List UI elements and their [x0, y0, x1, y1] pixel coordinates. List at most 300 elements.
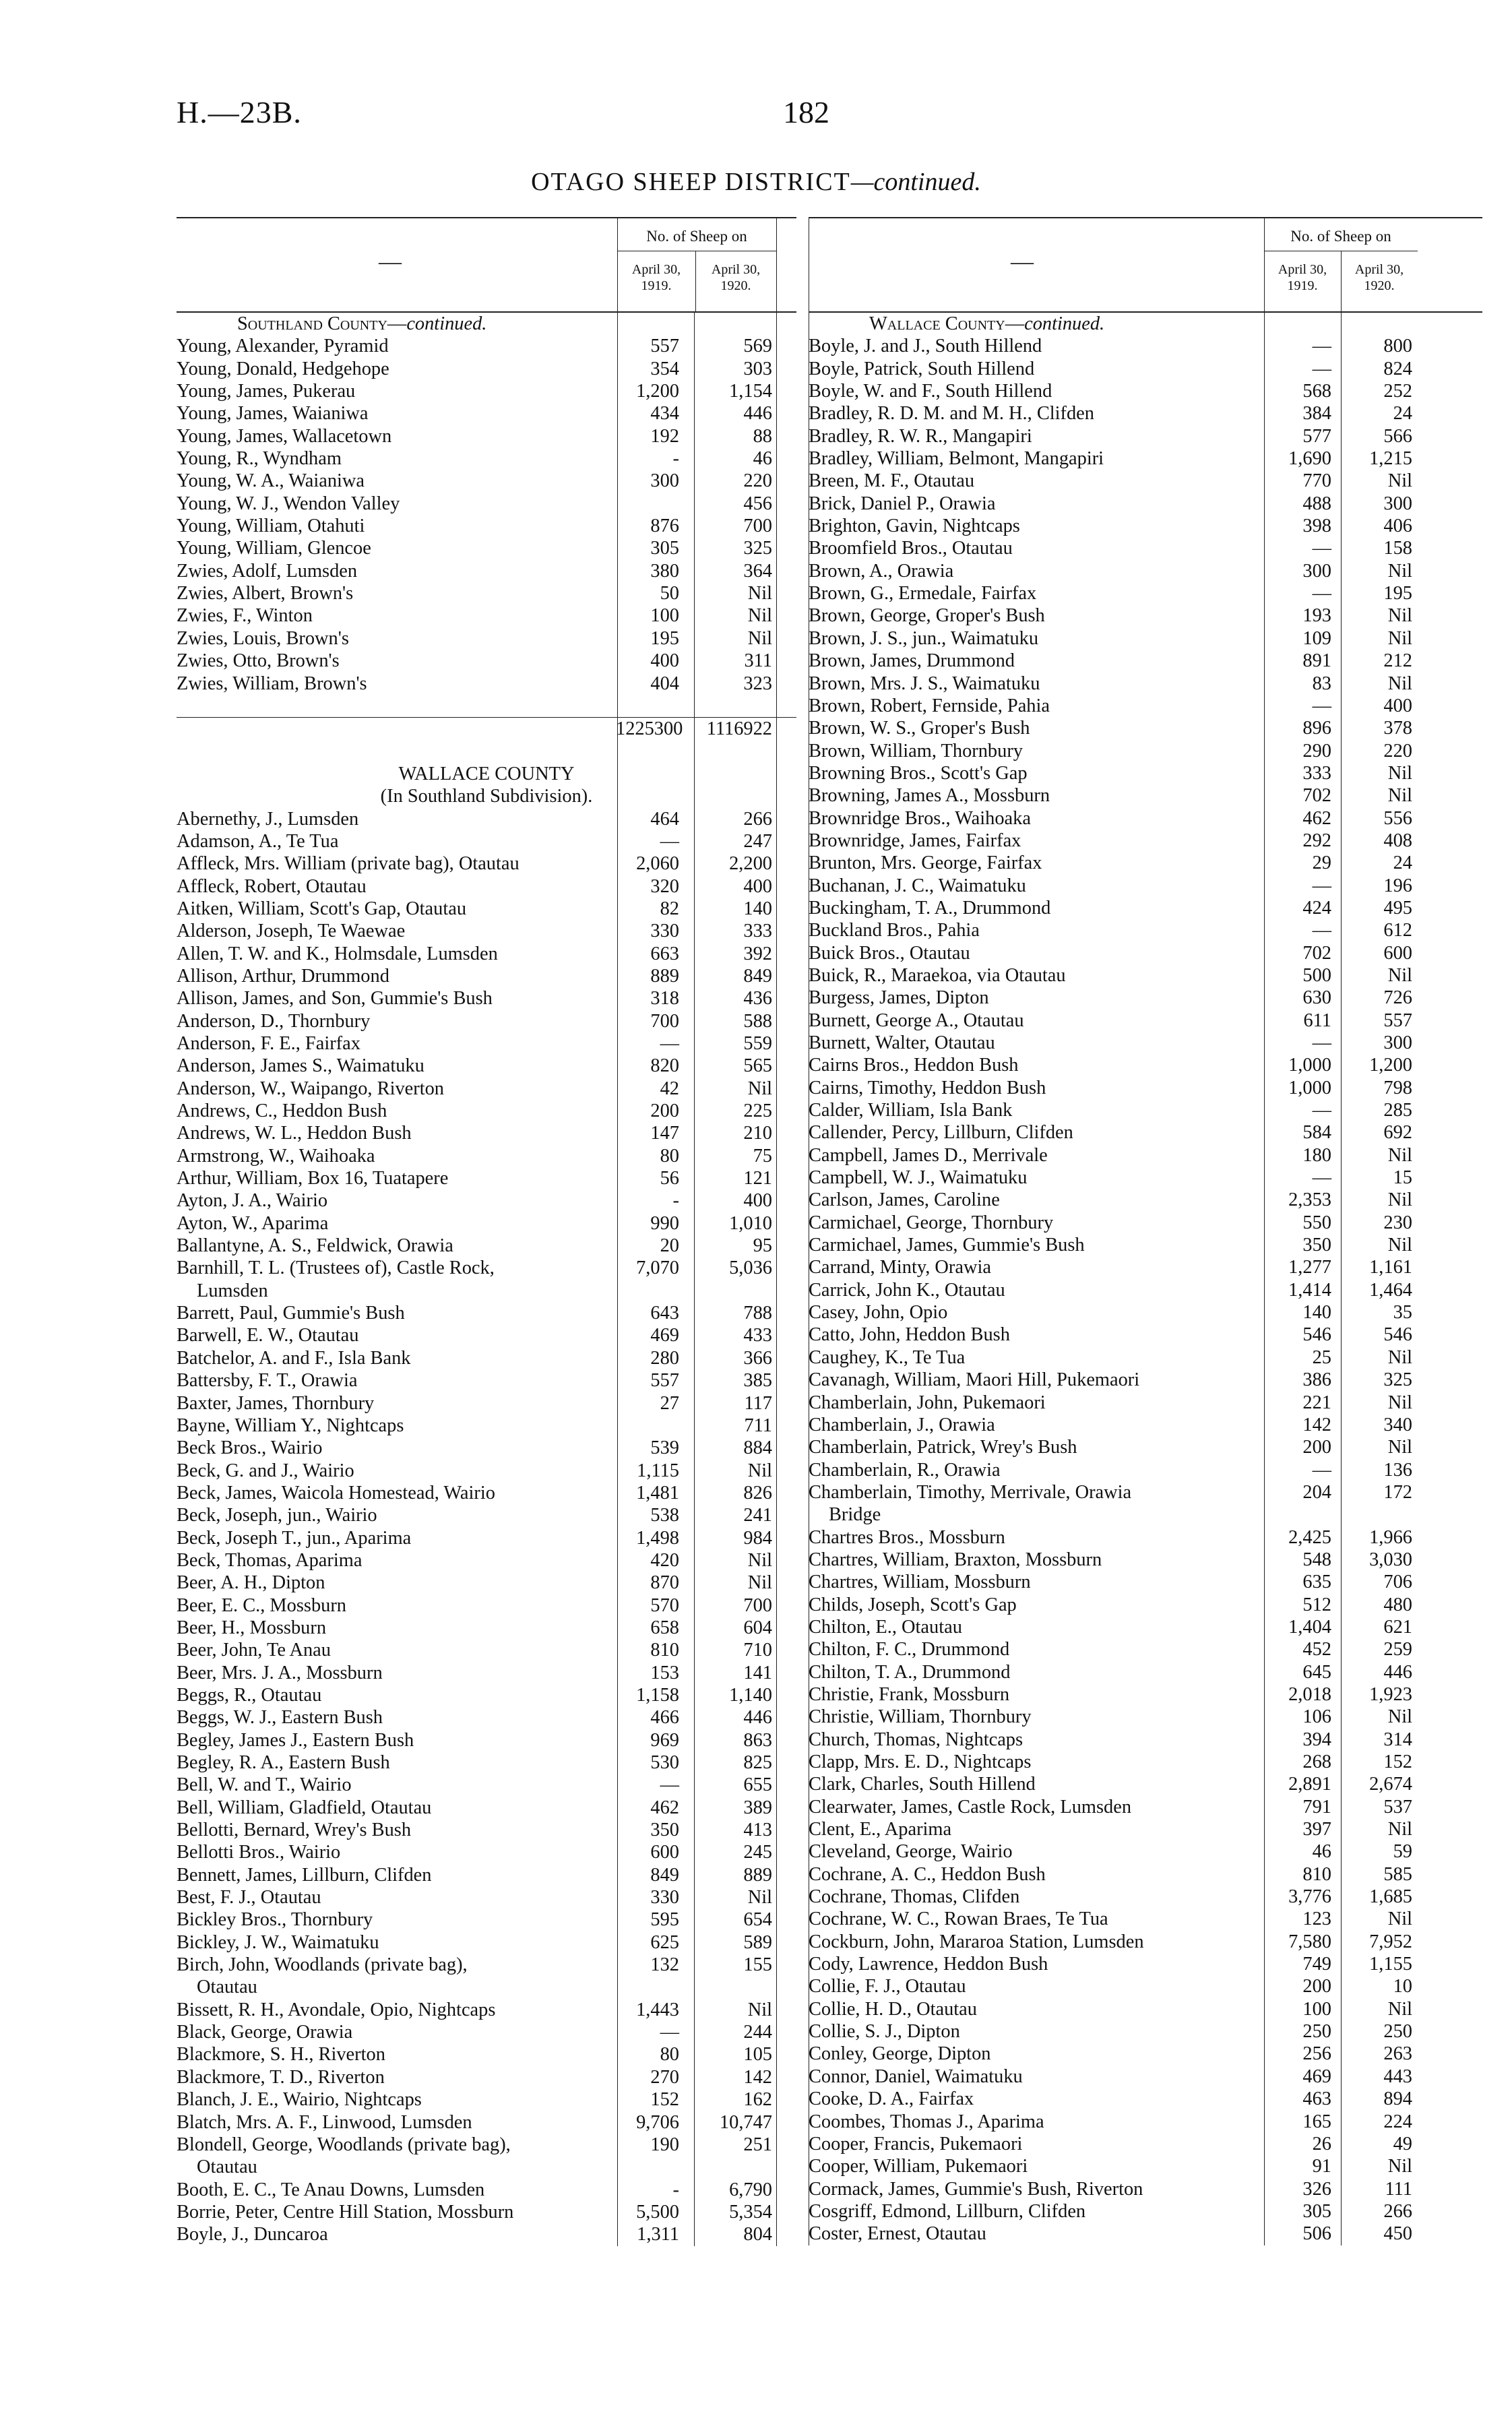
table-row	[809, 1436, 1482, 1458]
sheep-1919: 42	[660, 1078, 679, 1099]
entry-name: Burgess, James, Dipton	[809, 987, 989, 1009]
left-column-table	[177, 217, 796, 2246]
entry-name: Battersby, F. T., Orawia	[177, 1370, 358, 1392]
entry-name: Christie, Frank, Mossburn	[809, 1683, 1010, 1705]
table-row	[177, 2179, 796, 2201]
table-row	[809, 2223, 1482, 2245]
table-row	[809, 447, 1482, 470]
entry-name: Beck Bros., Wairio	[177, 1437, 323, 1459]
table-row	[809, 695, 1482, 717]
entry-name: Conley, George, Dipton	[809, 2043, 991, 2065]
sheep-1919: 1,414	[1288, 1279, 1331, 1301]
entry-name: Callender, Percy, Lillburn, Clifden	[809, 1122, 1073, 1144]
table-row	[177, 1864, 796, 1886]
table-row	[177, 380, 796, 402]
table-row-total	[177, 717, 796, 740]
table-row	[809, 358, 1482, 380]
sheep-1920: 250	[1383, 2021, 1412, 2043]
table-row	[809, 1840, 1482, 1863]
sheep-1920: 220	[1383, 740, 1412, 762]
table-row	[177, 2088, 796, 2111]
sheep-1919: 132	[650, 1954, 679, 1976]
table-row	[809, 919, 1482, 941]
table-row	[809, 1077, 1482, 1099]
table-row	[809, 2111, 1482, 2133]
entry-name: Barnhill, T. L. (Trustees of), Castle Rock,	[177, 1258, 495, 1279]
sheep-1920: 700	[743, 516, 772, 537]
table-row	[809, 2155, 1482, 2177]
sheep-1919: 1,158	[636, 1684, 679, 1706]
entry-name: Bennett, James, Lillburn, Clifden	[177, 1864, 432, 1886]
sheep-1920: 788	[743, 1303, 772, 1324]
entry-name: Campbell, W. J., Waimatuku	[809, 1167, 1028, 1189]
sheep-1920: 311	[744, 650, 772, 672]
table-row	[177, 2043, 796, 2066]
table-row	[177, 1706, 796, 1729]
sheep-1919: 26	[1312, 2133, 1331, 2154]
table-row	[177, 1415, 796, 1437]
left-table-body	[177, 313, 796, 2246]
sheep-1919: 2,018	[1288, 1683, 1331, 1705]
sheep-1920: 798	[1383, 1077, 1412, 1098]
sheep-1919: 2,353	[1288, 1189, 1331, 1211]
table-row	[809, 717, 1482, 739]
entry-name: Beck, James, Waicola Homestead, Wairio	[177, 1482, 495, 1503]
sheep-1920: Nil	[1387, 1346, 1412, 1368]
table-row	[809, 964, 1482, 987]
entry-name: Booth, E. C., Te Anau Downs, Lumsden	[177, 2179, 485, 2200]
entry-name: Brown, Mrs. J. S., Waimatuku	[809, 673, 1040, 694]
sheep-1919: 300	[1302, 560, 1331, 582]
entry-name: Allison, James, and Son, Gummie's Bush	[177, 988, 493, 1010]
sheep-1919: 990	[650, 1212, 679, 1234]
table-row	[177, 2066, 796, 2088]
table-row	[809, 1773, 1482, 1795]
table-row	[177, 1549, 796, 1572]
table-row	[177, 1369, 796, 1392]
table-row	[177, 830, 796, 852]
entry-name: Brown, G., Ermedale, Fairfax	[809, 583, 1037, 604]
table-row	[177, 965, 796, 987]
entry-name: Chilton, E., Otautau	[809, 1616, 962, 1638]
sheep-1920: 1,140	[729, 1684, 772, 1706]
sheep-1919: 791	[1302, 1796, 1331, 1818]
table-row	[809, 1346, 1482, 1369]
sheep-1920: 863	[743, 1729, 772, 1751]
sheep-1919: 50	[660, 583, 679, 604]
sheep-1920: 24	[1393, 852, 1412, 874]
sheep-1920: Nil	[1387, 1819, 1412, 1840]
table-row	[177, 2134, 796, 2156]
sheep-1920: 600	[1383, 942, 1412, 964]
entry-name: Ayton, W., Aparima	[177, 1212, 329, 1234]
entry-name: Beggs, W. J., Eastern Bush	[177, 1707, 383, 1729]
sheep-1919: 350	[1302, 1235, 1331, 1256]
table-header	[177, 217, 796, 313]
table-row	[809, 582, 1482, 604]
sheep-1919: —	[660, 2022, 679, 2043]
sheep-1919: 469	[650, 1325, 679, 1346]
table-row	[809, 1571, 1482, 1593]
table-row	[177, 1684, 796, 1706]
table-row	[177, 808, 796, 830]
page-number: 182	[783, 95, 829, 129]
table-row	[809, 1144, 1482, 1167]
entry-name: Collie, H. D., Otautau	[809, 1998, 977, 2020]
county-heading: WALLACE COUNTY	[398, 763, 575, 784]
entry-name: Anderson, W., Waipango, Riverton	[177, 1078, 444, 1099]
sheep-1919: 140	[1302, 1302, 1331, 1324]
table-row	[177, 2111, 796, 2134]
table-row	[809, 875, 1482, 897]
sheep-1920: 825	[743, 1752, 772, 1773]
sheep-1919: 200	[1302, 1437, 1331, 1458]
table-row	[809, 1234, 1482, 1256]
table-row-cont	[177, 2156, 796, 2178]
entry-name: Black, George, Orawia	[177, 2022, 353, 2043]
entry-name: Bayne, William Y., Nightcaps	[177, 1415, 404, 1436]
sheep-1919: 539	[650, 1437, 679, 1459]
sheep-1919: 663	[650, 943, 679, 964]
entry-name: Beer, H., Mossburn	[177, 1617, 327, 1638]
sheep-1920: 245	[743, 1842, 772, 1863]
sheep-1920: 49	[1393, 2133, 1412, 2154]
table-row	[177, 1954, 796, 1976]
entry-name: Chamberlain, R., Orawia	[809, 1459, 1001, 1481]
sheep-1920: 300	[1383, 1032, 1412, 1053]
table-row	[809, 1392, 1482, 1414]
table-row	[809, 1414, 1482, 1436]
sheep-1920: 984	[743, 1527, 772, 1549]
entry-name: Bissett, R. H., Avondale, Opio, Nightcaps	[177, 1999, 496, 2020]
entry-name: Brownridge Bros., Waihoaka	[809, 807, 1031, 829]
sheep-1920: 196	[1383, 875, 1412, 896]
sheep-1919: 462	[1302, 807, 1331, 829]
sheep-1920: 15	[1393, 1167, 1412, 1189]
sheep-1920: 24	[1393, 403, 1412, 425]
entry-name: Adamson, A., Te Tua	[177, 830, 339, 852]
sheep-1920: 136	[1383, 1459, 1412, 1481]
sheep-1920: 364	[743, 560, 772, 582]
sheep-1919: 512	[1302, 1594, 1331, 1615]
table-row	[177, 1189, 796, 1212]
sheep-1919: 700	[650, 1010, 679, 1032]
sheep-1920: 433	[743, 1325, 772, 1346]
entry-name: Zwies, F., Winton	[177, 605, 313, 627]
sheep-1920: 46	[753, 448, 772, 470]
entry-name: Young, Alexander, Pyramid	[177, 336, 389, 357]
sheep-1920: 400	[1383, 695, 1412, 716]
sheep-1919: —	[660, 1774, 679, 1796]
sheep-1919: —	[1312, 538, 1331, 559]
table-row	[177, 1504, 796, 1526]
entry-name: Boyle, J., Duncaroa	[177, 2224, 328, 2245]
entry-name: Brown, A., Orawia	[809, 560, 954, 582]
sheep-1920: 537	[1383, 1796, 1412, 1818]
entry-name: Bell, W. and T., Wairio	[177, 1774, 352, 1796]
sheep-1920: 300	[1383, 493, 1412, 514]
sheep-1919: 20	[660, 1235, 679, 1257]
entry-name: Beck, Joseph, jun., Wairio	[177, 1505, 377, 1526]
table-row-heading	[177, 763, 796, 785]
sheep-1920: 884	[743, 1437, 772, 1459]
entry-name: Cooper, Francis, Pukemaori	[809, 2133, 1023, 2154]
sheep-1920: 450	[1383, 2223, 1412, 2245]
sheep-1920: 5,036	[729, 1258, 772, 1279]
table-row	[177, 1257, 796, 1279]
table-row	[809, 807, 1482, 830]
sheep-1919: 193	[1302, 605, 1331, 627]
entry-name: Chartres Bros., Mossburn	[809, 1526, 1005, 1548]
entry-name: Aitken, William, Scott's Gap, Otautau	[177, 898, 467, 919]
sheep-1920: Nil	[747, 1887, 772, 1909]
entry-name: Broomfield Bros., Otautau	[809, 538, 1013, 559]
sheep-1920: 556	[1383, 807, 1412, 829]
sheep-1920: Nil	[747, 1460, 772, 1481]
sheep-1919: 221	[1302, 1392, 1331, 1413]
sheep-1920: 569	[743, 336, 772, 357]
sheep-1919: 625	[650, 1931, 679, 1953]
sheep-1920: 589	[743, 1931, 772, 1953]
sheep-1920: 155	[743, 1954, 772, 1976]
table-row	[177, 1302, 796, 1324]
table-row	[177, 335, 796, 357]
entry-name: Buckingham, T. A., Drummond	[809, 897, 1051, 919]
sheep-1919: 550	[1302, 1212, 1331, 1233]
sheep-1920: Nil	[1387, 1189, 1412, 1211]
entry-name: Affleck, Mrs. William (private bag), Otautau	[177, 853, 519, 875]
sheep-1920: Nil	[1387, 1392, 1412, 1413]
table-row	[809, 1863, 1482, 1886]
sheep-1920: Nil	[1387, 1706, 1412, 1728]
sheep-1919: —	[1312, 1032, 1331, 1053]
sheep-1919: 452	[1302, 1639, 1331, 1661]
table-row	[177, 1010, 796, 1032]
entry-name: Clark, Charles, South Hillend	[809, 1774, 1036, 1795]
sheep-1919: 702	[1302, 942, 1331, 964]
sheep-1919: 250	[1302, 2021, 1331, 2043]
sheep-1919: -	[672, 1190, 679, 1212]
sheep-1919: 500	[1302, 964, 1331, 986]
entry-name: Bellotti Bros., Wairio	[177, 1842, 341, 1863]
sheep-1920: 1,161	[1369, 1257, 1412, 1278]
section-heading-label: Wallace County—	[869, 313, 1025, 334]
entry-name: Clapp, Mrs. E. D., Nightcaps	[809, 1751, 1032, 1772]
sheep-1920: 1,215	[1369, 448, 1412, 470]
entry-name: Blackmore, S. H., Riverton	[177, 2044, 385, 2066]
entry-name: Beer, John, Te Anau	[177, 1640, 331, 1661]
sheep-1919: 3,776	[1288, 1886, 1331, 1908]
sheep-1920: 172	[1383, 1481, 1412, 1503]
sheep-1919: 305	[1302, 2200, 1331, 2222]
section-heading-label: Southland County—	[237, 313, 407, 334]
sheep-1920: 443	[1383, 2066, 1412, 2087]
sheep-1919: 380	[650, 560, 679, 582]
sheep-1920: 105	[743, 2044, 772, 2066]
sheep-1920: 195	[1383, 583, 1412, 604]
sheep-1920: 224	[1383, 2111, 1412, 2132]
sheep-1919: —	[1312, 1167, 1331, 1189]
sheep-1920: 325	[1383, 1369, 1412, 1391]
sheep-1919: 749	[1302, 1954, 1331, 1975]
sheep-1919: 320	[650, 875, 679, 897]
sheep-1920: 546	[1383, 1324, 1412, 1346]
sheep-1919: 204	[1302, 1481, 1331, 1503]
entry-name: Carrand, Minty, Orawia	[809, 1257, 991, 1278]
table-row	[177, 1167, 796, 1189]
table-row	[809, 515, 1482, 537]
table-row	[177, 2021, 796, 2043]
sheep-1919: -	[672, 448, 679, 470]
entry-name: Brown, James, Drummond	[809, 650, 1015, 672]
section-heading-continued: continued.	[1024, 313, 1105, 334]
sheep-1920: 711	[744, 1415, 772, 1436]
sheep-1920: 1,154	[729, 381, 772, 402]
table-row	[809, 1301, 1482, 1324]
sheep-1920: 142	[743, 2066, 772, 2088]
sheep-1920: 10,747	[719, 2111, 772, 2133]
table-row	[177, 852, 796, 875]
entry-name-continued: Otautau	[197, 2157, 257, 2178]
table-row	[177, 987, 796, 1010]
sheep-1920: Nil	[1387, 785, 1412, 807]
sheep-1919: 810	[1302, 1863, 1331, 1885]
table-row	[177, 1662, 796, 1684]
sheep-1920: Nil	[747, 1572, 772, 1594]
entry-name: Young, William, Otahuti	[177, 516, 365, 537]
sheep-1919: 1,481	[636, 1482, 679, 1503]
sheep-1919: 568	[1302, 381, 1331, 402]
sheep-1920: 75	[753, 1145, 772, 1167]
entry-name: Andrews, C., Heddon Bush	[177, 1100, 387, 1122]
entry-name: Brunton, Mrs. George, Fairfax	[809, 852, 1042, 874]
sheep-1920: 59	[1393, 1841, 1412, 1863]
sheep-1919: 27	[660, 1392, 679, 1414]
sheep-1920: 285	[1383, 1100, 1412, 1121]
sheep-1919: 434	[650, 403, 679, 425]
sheep-1920: 436	[743, 988, 772, 1010]
sheep-1920: Nil	[1387, 964, 1412, 986]
entry-name: Coombes, Thomas J., Aparima	[809, 2111, 1044, 2132]
sheep-1919: 330	[650, 1887, 679, 1909]
entry-name: Chamberlain, J., Orawia	[809, 1414, 995, 1435]
entry-name: Young, James, Wallacetown	[177, 425, 392, 447]
entry-name: Brown, W. S., Groper's Bush	[809, 718, 1030, 739]
sheep-1919: 1,690	[1288, 448, 1331, 470]
sheep-1919: 195	[650, 627, 679, 649]
entry-name: Beck, G. and J., Wairio	[177, 1460, 354, 1481]
sheep-1920: 366	[743, 1347, 772, 1369]
table-row	[809, 560, 1482, 582]
entry-name: Young, Donald, Hedgehope	[177, 358, 389, 379]
sheep-1919: 1,443	[636, 1999, 679, 2020]
sheep-1919: —	[1312, 583, 1331, 604]
table-row-cont	[177, 1976, 796, 1998]
entry-name: Bickley, J. W., Waimatuku	[177, 1931, 379, 1953]
entry-name: Allison, Arthur, Drummond	[177, 965, 389, 987]
header-dash: —	[379, 249, 402, 274]
entry-name: Clearwater, James, Castle Rock, Lumsden	[809, 1796, 1132, 1818]
table-row	[809, 2088, 1482, 2110]
sheep-1920: 35	[1393, 1302, 1412, 1324]
table-row	[809, 1594, 1482, 1616]
sheep-1919: 192	[650, 425, 679, 447]
entry-name: Begley, R. A., Eastern Bush	[177, 1752, 390, 1773]
sheep-1919: 1,200	[636, 381, 679, 402]
entry-name: Affleck, Robert, Otautau	[177, 875, 367, 897]
entry-name: Burnett, Walter, Otautau	[809, 1032, 995, 1053]
table-row	[177, 470, 796, 492]
sheep-1920: Nil	[747, 1078, 772, 1099]
sheep-1920: 700	[743, 1594, 772, 1616]
table-row	[177, 1032, 796, 1055]
sheep-1919: —	[1312, 695, 1331, 716]
entry-name: Carlson, James, Caroline	[809, 1189, 1000, 1211]
table-row	[809, 1661, 1482, 1683]
table-row	[177, 1841, 796, 1863]
sheep-1919: 538	[650, 1505, 679, 1526]
sheep-1920: 446	[1383, 1661, 1412, 1683]
sheep-1920: 333	[743, 921, 772, 942]
sheep-1920: 241	[743, 1505, 772, 1526]
sheep-1920: 323	[743, 673, 772, 694]
entry-name: Browning Bros., Scott's Gap	[809, 762, 1028, 784]
sheep-1919: 180	[1302, 1144, 1331, 1166]
sheep-1920: 894	[1383, 2088, 1412, 2110]
section-heading-continued: continued.	[406, 313, 487, 334]
sheep-1919: 354	[650, 358, 679, 379]
entry-name: Calder, William, Isla Bank	[809, 1100, 1013, 1121]
table-row	[177, 1347, 796, 1369]
sheep-1920: 7,952	[1369, 1931, 1412, 1952]
sheep-1919: 350	[650, 1820, 679, 1841]
table-row	[177, 1886, 796, 1909]
sheep-1919: 643	[650, 1303, 679, 1324]
sheep-1919: 463	[1302, 2088, 1331, 2110]
sheep-1919: 9,706	[636, 2111, 679, 2133]
sheep-1920: 495	[1383, 897, 1412, 919]
sheep-1919: 530	[650, 1752, 679, 1773]
sheep-1919: 469	[1302, 2066, 1331, 2087]
sheep-1920: 10	[1393, 1976, 1412, 1997]
sheep-1920: 400	[743, 875, 772, 897]
entry-name: Boyle, W. and F., South Hillend	[809, 381, 1052, 402]
sheep-1919: 611	[1303, 1010, 1331, 1031]
sheep-1919: 83	[1312, 673, 1331, 694]
sheep-1920: 385	[743, 1370, 772, 1392]
sheep-1920: 95	[753, 1235, 772, 1257]
sheep-1920: 446	[743, 1707, 772, 1729]
table-row	[809, 2066, 1482, 2088]
table-row	[177, 425, 796, 447]
table-row	[809, 2043, 1482, 2065]
table-row	[809, 1324, 1482, 1346]
table-row	[809, 2020, 1482, 2043]
entry-name: Ballantyne, A. S., Feldwick, Orawia	[177, 1235, 453, 1257]
sheep-1920: 621	[1383, 1616, 1412, 1638]
entry-name: Bradley, William, Belmont, Mangapiri	[809, 448, 1104, 470]
entry-name: Buchanan, J. C., Waimatuku	[809, 875, 1026, 896]
county-heading: (In Southland Subdivision).	[380, 786, 593, 807]
entry-name: Coster, Ernest, Otautau	[809, 2223, 986, 2245]
sheep-1920: 413	[743, 1820, 772, 1841]
total-1920: 1116922	[706, 718, 772, 740]
entry-name: Chamberlain, Timothy, Merrivale, Orawia	[809, 1481, 1132, 1503]
sheep-1920: 220	[743, 470, 772, 492]
header-group-label: No. of Sheep on	[1290, 228, 1391, 245]
sheep-1919: 56	[660, 1168, 679, 1189]
entry-name: Collie, F. J., Otautau	[809, 1976, 966, 1997]
